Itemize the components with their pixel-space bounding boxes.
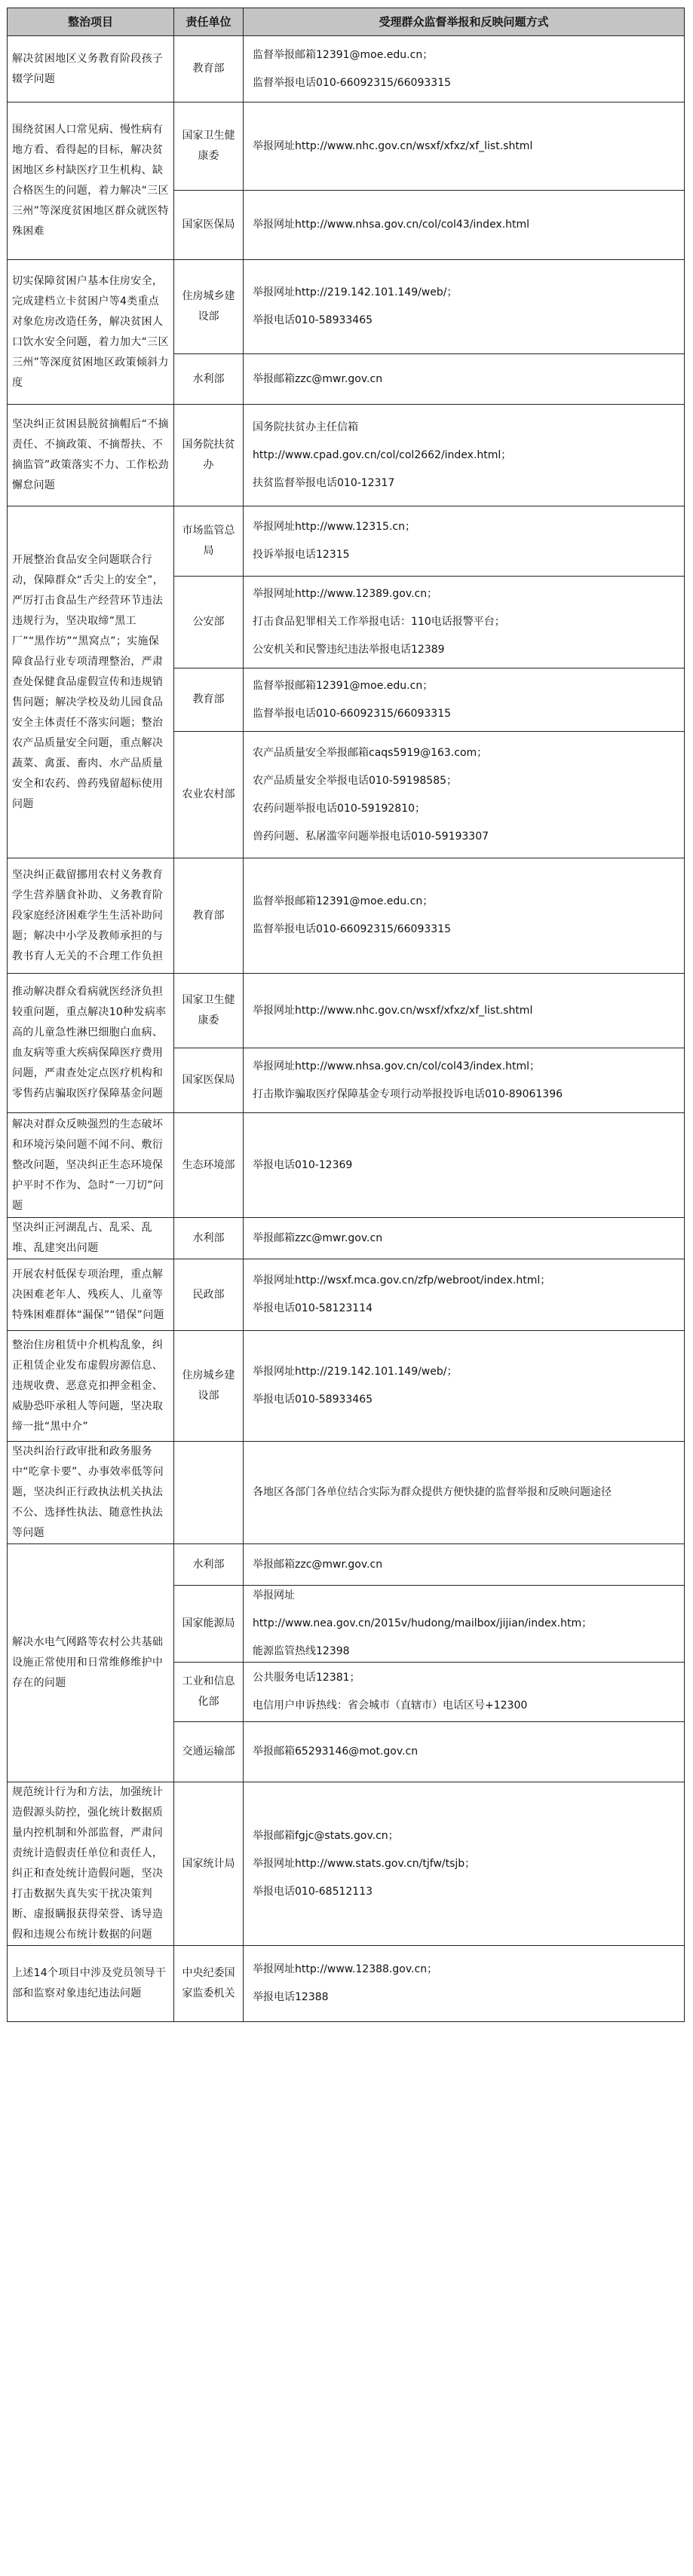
table-row [8,1442,685,1544]
responsible-unit: 市场监管总局 [174,506,244,577]
responsible-unit: 工业和信息化部 [174,1663,244,1722]
table-body [8,36,685,2022]
report-contact-link[interactable]: http://www.nea.gov.cn/2015v/hudong/mailbox/jijian/index.htm； [253,1617,593,1629]
table-row [8,36,685,102]
report-methods [244,1442,685,1544]
rectification-item: 上述14个项目中涉及党员领导干部和监察对象违纪违法问题 [8,1946,174,2022]
table-row [8,974,685,1048]
report-methods [244,1946,685,2022]
table-header-row [8,8,685,36]
header-item: 整治项目 [8,8,174,36]
responsible-unit [174,1442,244,1544]
responsible-unit: 住房城乡建设部 [174,260,244,354]
report-method-line: 举报电话010-58123114 [253,1302,373,1314]
table-row [8,260,685,354]
report-method-line: 打击欺诈骗取医疗保障基金专项行动举报投诉电话010-89061396 [253,1088,563,1100]
responsible-unit: 教育部 [174,36,244,102]
report-method-line: 举报电话010-68512113 [253,1885,373,1898]
rectification-item: 坚决纠正截留挪用农村义务教育学生营养膳食补助、义务教育阶段家庭经济困难学生生活补助问题；解决中小学及教师承担的与教书育人无关的不合理工作负担 [8,858,174,974]
report-methods [244,1544,685,1586]
rectification-item: 坚决纠正贫困县脱贫摘帽后“不摘责任、不摘政策、不摘帮扶、不摘监管”政策落实不力、工作松劲懈怠问题 [8,405,174,506]
report-contact-link[interactable]: 举报邮箱65293146@mot.gov.cn [253,1745,419,1758]
rectification-item: 解决水电气网路等农村公共基础设施正常使用和日常维修维护中存在的问题 [8,1544,174,1782]
report-method-line: 打击食品犯罪相关工作举报电话：110电话报警平台； [253,616,505,628]
report-method-line: 公共服务电话12381； [253,1672,360,1684]
table-row [8,1544,685,1586]
report-methods [244,405,685,506]
report-method-line: 举报电话010-58933465 [253,1394,373,1406]
report-methods [244,1218,685,1259]
report-methods [244,506,685,577]
report-contact-link[interactable]: 监督举报邮箱12391@moe.edu.cn； [253,895,434,907]
rectification-item: 推动解决群众看病就医经济负担较重问题，重点解决10种发病率高的儿童急性淋巴细胞白血病、血友病等重大疾病保障医疗费用问题，严肃查处定点医疗机构和零售药店骗取医疗保障基金问题 [8,974,174,1113]
report-methods [244,102,685,191]
report-methods [244,354,685,405]
report-methods [244,577,685,668]
report-method-line: 扶贫监督举报电话010-12317 [253,476,395,489]
report-contact-link[interactable]: 监督举报邮箱12391@moe.edu.cn； [253,48,434,61]
report-contact-link[interactable]: 举报网址http://www.nhsa.gov.cn/col/col43/index.html； [253,1060,541,1072]
table-row [8,102,685,191]
supervision-table [7,8,685,2022]
report-methods [244,1722,685,1782]
report-contact-link[interactable]: 举报网址http://219.142.101.149/web/； [253,286,458,298]
table-row [8,1259,685,1331]
report-method-line: 监督举报电话010-66092315/66093315 [253,76,452,89]
report-methods [244,191,685,260]
report-methods [244,1048,685,1113]
report-contact-link[interactable]: 举报网址http://wsxf.mca.gov.cn/zfp/webroot/index.html； [253,1274,551,1286]
report-method-line: 监督举报电话010-66092315/66093315 [253,707,452,720]
report-methods [244,1663,685,1722]
responsible-unit: 国家卫生健康委 [174,102,244,191]
rectification-item: 坚决纠正河湖乱占、乱采、乱堆、乱建突出问题 [8,1218,174,1259]
responsible-unit: 教育部 [174,668,244,732]
report-methods [244,858,685,974]
report-methods [244,260,685,354]
report-methods [244,1113,685,1218]
report-method-line: 举报电话010-12369 [253,1158,353,1171]
rectification-item: 解决贫困地区义务教育阶段孩子辍学问题 [8,36,174,102]
report-method-line: 投诉举报电话12315 [253,549,350,561]
report-method-line: 各地区各部门各单位结合实际为群众提供方便快捷的监督举报和反映问题途径 [253,1486,612,1498]
responsible-unit: 国家医保局 [174,1048,244,1113]
report-method-line: 举报网址 [253,1589,295,1602]
report-contact-link[interactable]: http://www.cpad.gov.cn/col/col2662/index.html； [253,448,512,461]
responsible-unit: 住房城乡建设部 [174,1331,244,1442]
header-method: 受理群众监督举报和反映问题方式 [244,8,685,36]
rectification-item: 规范统计行为和方法，加强统计造假源头防控，强化统计数据质量内控机制和外部监督，严肃问责统计造假责任单位和责任人，纠正和查处统计造假问题，坚决打击数据失真失实干扰决策判断、虚报瞒报获得荣誉、诱导造假和违规公布统计数据的问题 [8,1782,174,1946]
report-method-line: 公安机关和民警违纪违法举报电话12389 [253,644,445,656]
report-methods [244,1782,685,1946]
report-methods [244,732,685,858]
responsible-unit: 水利部 [174,1218,244,1259]
report-method-line: 监督举报电话010-66092315/66093315 [253,923,452,935]
responsible-unit: 民政部 [174,1259,244,1331]
report-contact-link[interactable]: 农产品质量安全举报邮箱caqs5919@163.com； [253,746,488,759]
report-method-line: 举报电话12388 [253,1991,329,2003]
rectification-item: 围绕贫困人口常见病、慢性病有地方看、看得起的目标，解决贫困地区乡村缺医疗卫生机构、缺合格医生的问题，着力解决“三区三州”等深度贫困地区群众就医特殊困难 [8,102,174,260]
rectification-item: 切实保障贫困户基本住房安全，完成建档立卡贫困户等4类重点对象危房改造任务，解决贫困人口饮水安全问题，着力加大“三区三州”等深度贫困地区政策倾斜力度 [8,260,174,405]
report-method-line: 农产品质量安全举报电话010-59198585； [253,774,458,787]
report-method-line: 举报电话010-58933465 [253,314,373,326]
responsible-unit: 国家能源局 [174,1586,244,1663]
table-row [8,405,685,506]
report-method-line: 能源监管热线12398 [253,1645,350,1657]
table-row [8,1782,685,1946]
table-row [8,506,685,577]
table-row [8,858,685,974]
report-contact-link[interactable]: 举报网址http://www.nhc.gov.cn/wsxf/xfxz/xf_list.shtml [253,1004,533,1017]
responsible-unit: 国家医保局 [174,191,244,260]
responsible-unit: 国家卫生健康委 [174,974,244,1048]
report-methods [244,36,685,102]
report-method-line: 电信用户申诉热线：省会城市（直辖市）电话区号+12300 [253,1699,528,1712]
report-contact-link[interactable]: 举报邮箱fgjc@stats.gov.cn； [253,1829,399,1842]
responsible-unit: 公安部 [174,577,244,668]
responsible-unit: 农业农村部 [174,732,244,858]
report-methods [244,1259,685,1331]
report-contact-link[interactable]: 举报邮箱zzc@mwr.gov.cn [253,1558,383,1571]
responsible-unit: 中央纪委国家监委机关 [174,1946,244,2022]
rectification-item: 解决对群众反映强烈的生态破坏和环境污染问题不闻不问、敷衍整改问题，坚决纠正生态环境保护平时不作为、急时“一刀切”问题 [8,1113,174,1218]
report-method-line: 兽药问题、私屠滥宰问题举报电话010-59193307 [253,830,489,843]
report-contact-link[interactable]: 举报邮箱zzc@mwr.gov.cn [253,372,383,385]
table-row [8,1331,685,1442]
responsible-unit: 水利部 [174,354,244,405]
table-row [8,1946,685,2022]
table-row [8,1218,685,1259]
responsible-unit: 国务院扶贫办 [174,405,244,506]
rectification-item: 开展整治食品安全问题联合行动，保障群众“舌尖上的安全”，严厉打击食品生产经营环节违法违规行为，坚决取缔“黑工厂”“黑作坊”“黑窝点”；实施保障食品行业专项清理整治，严肃查处保健食品虚假宣传和违规销售问题；解决学校及幼儿园食品安全主体责任不落实问题；整治农产品质量安全问题，重点解决蔬菜、禽蛋、畜肉、水产品质量安全和农药、兽药残留超标使用问题 [8,506,174,858]
responsible-unit: 教育部 [174,858,244,974]
report-contact-link[interactable]: 举报网址http://www.nhc.gov.cn/wsxf/xfxz/xf_list.shtml [253,139,533,152]
rectification-item: 开展农村低保专项治理，重点解决困难老年人、残疾人、儿童等特殊困难群体“漏保”“错保”问题 [8,1259,174,1331]
report-method-line: 农药问题举报电话010-59192810； [253,802,426,815]
table-row [8,1113,685,1218]
report-methods [244,1586,685,1663]
report-contact-link[interactable]: 举报网址http://www.12389.gov.cn； [253,588,438,600]
report-contact-link[interactable]: 举报网址http://www.stats.gov.cn/tjfw/tsjb； [253,1857,476,1870]
report-contact-link[interactable]: 举报邮箱zzc@mwr.gov.cn [253,1231,383,1244]
responsible-unit: 水利部 [174,1544,244,1586]
report-contact-link[interactable]: 监督举报邮箱12391@moe.edu.cn； [253,679,434,692]
report-methods [244,974,685,1048]
report-method-line: 国务院扶贫办主任信箱 [253,421,358,433]
report-contact-link[interactable]: 举报网址http://www.nhsa.gov.cn/col/col43/index.html [253,219,530,231]
rectification-item: 整治住房租赁中介机构乱象，纠正租赁企业发布虚假房源信息、违规收费、恶意克扣押金租金、威胁恐吓承租人等问题，坚决取缔一批“黑中介” [8,1331,174,1442]
responsible-unit: 生态环境部 [174,1113,244,1218]
responsible-unit: 国家统计局 [174,1782,244,1946]
report-methods [244,1331,685,1442]
rectification-item: 坚决纠治行政审批和政务服务中“吃拿卡要”、办事效率低等问题，坚决纠正行政执法机关执法不公、选择性执法、随意性执法等问题 [8,1442,174,1544]
report-methods [244,668,685,732]
report-contact-link[interactable]: 举报网址http://219.142.101.149/web/； [253,1366,458,1378]
report-contact-link[interactable]: 举报网址http://www.12315.cn； [253,521,415,533]
header-unit: 责任单位 [174,8,244,36]
report-contact-link[interactable]: 举报网址http://www.12388.gov.cn； [253,1963,438,1975]
responsible-unit: 交通运输部 [174,1722,244,1782]
